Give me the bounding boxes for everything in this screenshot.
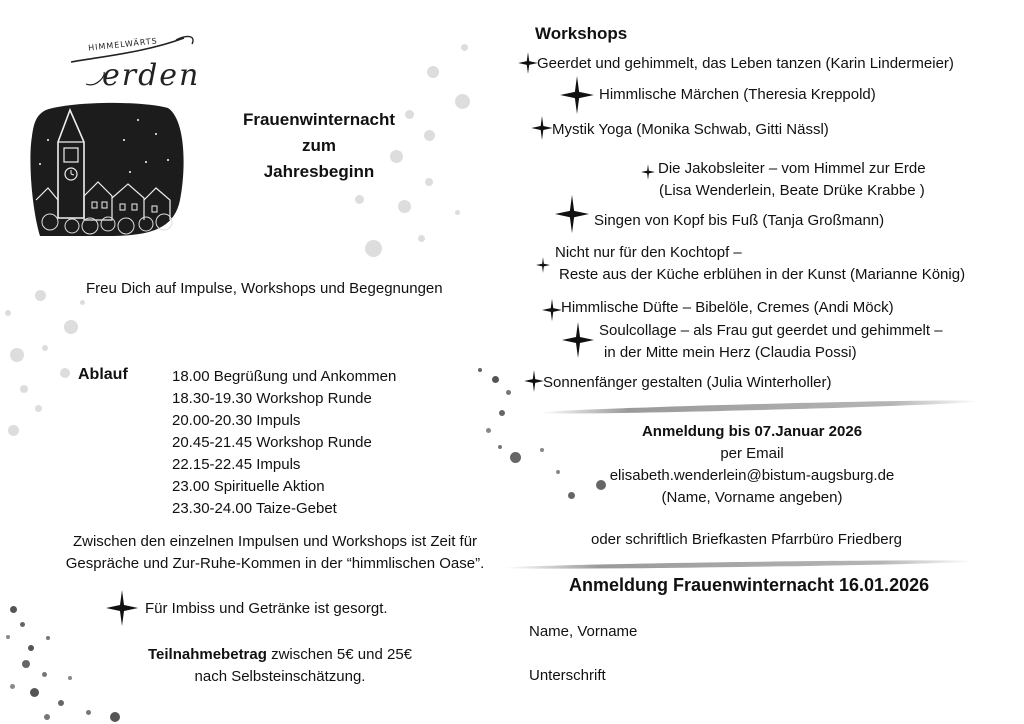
logo-small-text: HIMMELWÄRTS xyxy=(87,36,159,53)
workshop-item: Soulcollage – als Frau gut geerdet und gehimmelt – xyxy=(599,322,943,339)
event-title-line: zum xyxy=(302,136,336,155)
form-name-label: Name, Vorname xyxy=(529,623,638,640)
form-title: Anmeldung Frauenwinternacht 16.01.2026 xyxy=(569,575,930,595)
form-signature-label: Unterschrift xyxy=(529,667,606,684)
schedule-item: 18.00 Begrüßung und Ankommen xyxy=(172,368,397,385)
schedule-item: 22.15-22.45 Impuls xyxy=(172,456,301,473)
workshop-item-cont: in der Mitte mein Herz (Claudia Possi) xyxy=(604,344,857,361)
workshop-item: Singen von Kopf bis Fuß (Tanja Großmann) xyxy=(594,212,885,229)
workshop-item-cont: Reste aus der Küche erblühen in der Kunst (Marianne König) xyxy=(559,266,966,283)
oase-text xyxy=(40,531,510,575)
fee-label: Teilnahmebetrag xyxy=(147,646,267,663)
divider-brush xyxy=(540,398,980,416)
imbiss-text: Für Imbiss und Getränke ist gesorgt. xyxy=(145,600,388,617)
star-icon xyxy=(641,164,655,180)
star-icon xyxy=(518,52,538,74)
event-title-line: Jahresbeginn xyxy=(263,162,375,181)
fee-text xyxy=(130,644,430,688)
schedule-item: 18.30-19.30 Workshop Runde xyxy=(172,390,372,407)
anmeldung-via: per Email xyxy=(720,445,784,462)
oase-line: Gespräche und Zur-Ruhe-Kommen in der “himmlischen Oase”. xyxy=(65,555,485,572)
fee-note: nach Selbsteinschätzung. xyxy=(194,668,366,685)
workshops-heading: Workshops xyxy=(535,24,628,43)
schedule-item: 20.00-20.30 Impuls xyxy=(172,412,301,429)
workshop-item: Himmlische Märchen (Theresia Kreppold) xyxy=(599,86,876,103)
event-title xyxy=(219,107,419,185)
intro-text: Freu Dich auf Impulse, Workshops und Begegnungen xyxy=(86,280,443,297)
schedule-item: 23.00 Spirituelle Aktion xyxy=(172,478,325,495)
star-icon xyxy=(524,370,544,392)
star-icon xyxy=(536,257,550,273)
workshop-item-cont: (Lisa Wenderlein, Beate Drüke Krabbe ) xyxy=(659,182,925,199)
oase-line: Zwischen den einzelnen Impulsen und Workshops ist Zeit für xyxy=(72,533,478,550)
star-icon xyxy=(555,194,589,234)
workshop-item: Mystik Yoga (Monika Schwab, Gitti Nässl) xyxy=(552,121,829,138)
anmeldung-deadline: Anmeldung bis 07.Januar 2026 xyxy=(641,423,863,440)
schedule-item: 23.30-24.00 Taize-Gebet xyxy=(172,500,337,517)
star-icon xyxy=(562,320,594,360)
anmeldung-note: (Name, Vorname angeben) xyxy=(661,489,843,506)
workshop-item: Nicht nur für den Kochtopf – xyxy=(555,244,742,261)
anmeldung-block xyxy=(572,421,932,509)
event-title-line: Frauenwinternacht xyxy=(242,110,396,129)
workshop-item: Sonnenfänger gestalten (Julia Winterholler) xyxy=(543,374,832,391)
anmeldung-alt: oder schriftlich Briefkasten Pfarrbüro Friedberg xyxy=(591,531,902,548)
star-icon xyxy=(560,76,594,114)
star-icon xyxy=(106,590,138,626)
star-icon xyxy=(531,116,553,140)
fee-range: zwischen 5€ und 25€ xyxy=(266,646,413,663)
divider-brush xyxy=(505,559,975,571)
church-illustration xyxy=(28,100,186,236)
ablauf-heading: Ablauf xyxy=(78,366,128,383)
schedule-item: 20.45-21.45 Workshop Runde xyxy=(172,434,372,451)
workshop-item: Geerdet und gehimmelt, das Leben tanzen (Karin Lindermeier) xyxy=(537,55,954,72)
logo-big-text: erden xyxy=(102,58,201,93)
star-icon xyxy=(542,298,562,322)
anmeldung-email[interactable]: elisabeth.wenderlein@bistum-augsburg.de xyxy=(609,467,895,484)
logo xyxy=(66,32,206,98)
workshop-item: Himmlische Düfte – Bibelöle, Cremes (Andi Möck) xyxy=(561,299,894,316)
ablauf-schedule xyxy=(172,366,396,520)
workshop-item: Die Jakobsleiter – vom Himmel zur Erde xyxy=(658,160,926,177)
